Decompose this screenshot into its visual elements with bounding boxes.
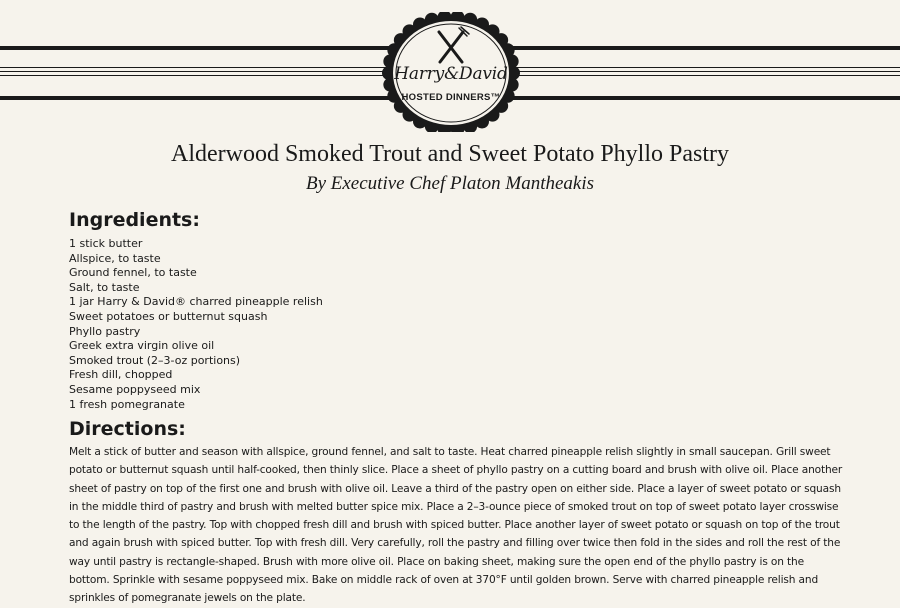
ingredients-heading: Ingredients: xyxy=(69,209,200,231)
directions-text: Melt a stick of butter and season with allspice, ground fennel, and salt to taste. Heat charred pineapple relish slightly in small saucepan. Grill sweet potato or butternut squash until half-cooked, then thinly slice. Place a sheet of phyllo pastry on a cutting board and brush with olive oil. Place another sheet of pastry on top of the first one and brush with olive oil. Leave a third of the pastry open on either side. Place a layer of sweet potato or squash in the middle third of pastry and brush with melted butter spice mix. Place a 2–3-ounce piece of smoked trout on top of sweet potato layer crosswise to the length of the pastry. Top with chopped fresh dill and brush with spiced butter. Place another layer of sweet potato or squash on top of the trout and again brush with spiced butter. Top with fresh dill. Very carefully, roll the pastry and filling over twice then fold in the sides and roll the rest of the way until pastry is rectangle-shaped. Brush with more olive oil. Place on baking sheet, making sure the open end of the phyllo pastry is on the bottom. Sprinkle with sesame poppyseed mix. Bake on middle rack of oven at 370°F until golden brown. Serve with charred pineapple relish and sprinkles of pomegranate jewels on the plate. xyxy=(69,446,843,605)
recipe-byline: By Executive Chef Platon Mantheakis xyxy=(305,173,595,194)
ingredient-item: Sesame poppyseed mix xyxy=(69,382,201,396)
brand-subtitle: HOSTED DINNERS™ xyxy=(401,92,501,103)
ingredient-item: Greek extra virgin olive oil xyxy=(69,339,215,353)
ingredient-item: 1 fresh pomegranate xyxy=(69,397,185,411)
ingredient-item: Ground fennel, to taste xyxy=(69,266,197,280)
ingredient-item: Salt, to taste xyxy=(69,280,140,294)
recipe-title: Alderwood Smoked Trout and Sweet Potato Phyllo Pastry xyxy=(170,141,729,167)
ingredient-item: Phyllo pastry xyxy=(69,324,141,338)
ingredient-item: 1 stick butter xyxy=(69,237,143,250)
directions-heading: Directions: xyxy=(69,418,186,440)
brand-logo-badge xyxy=(382,12,520,132)
ingredient-item: 1 jar Harry & David® charred pineapple relish xyxy=(69,295,323,309)
ingredient-item: Fresh dill, chopped xyxy=(69,368,173,382)
ingredient-item: Allspice, to taste xyxy=(69,251,161,265)
ingredients-list xyxy=(69,237,323,412)
ingredient-item: Smoked trout (2–3-oz portions) xyxy=(69,353,241,367)
ingredient-item: Sweet potatoes or butternut squash xyxy=(69,309,268,323)
brand-name: Harry&David xyxy=(394,64,508,84)
